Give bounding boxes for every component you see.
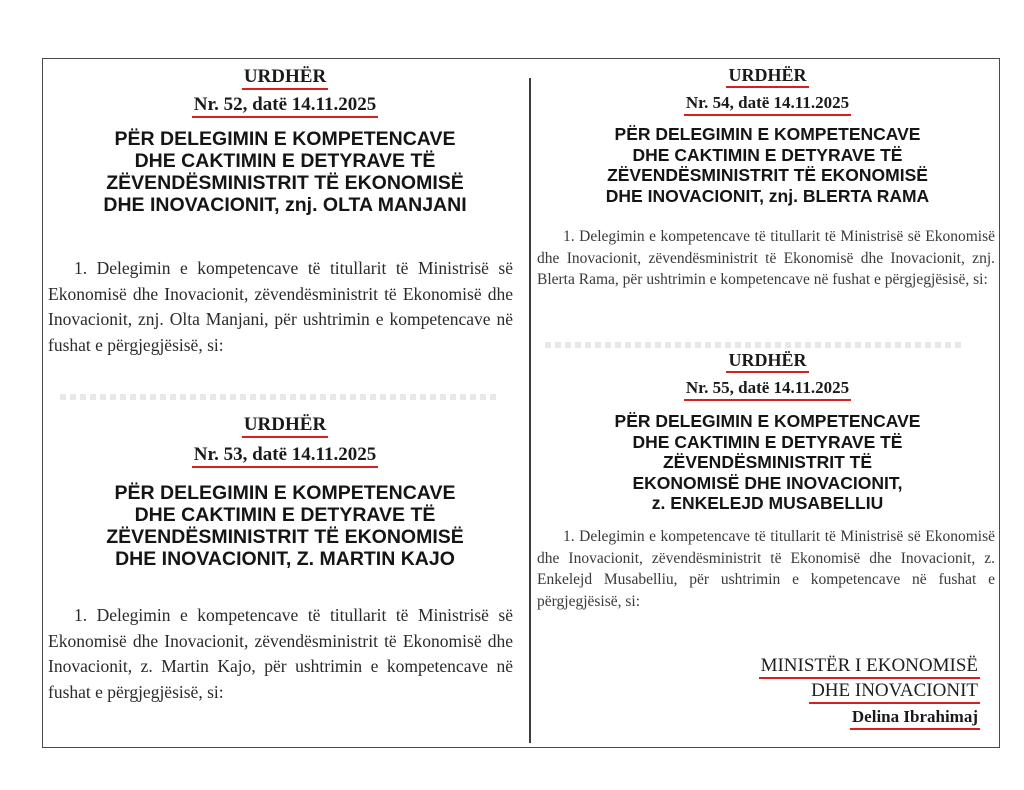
faded-text-line (60, 394, 500, 400)
order-53-number: Nr. 53, datë 14.11.2025 (192, 444, 378, 468)
order-54-body: 1. Delegimin e kompetencave të titullarit të Ministrisë së Ekonomisë dhe Inovacionit, zëvendësministrit të Ekonomisë dhe Inovacionit, znj. Blerta Rama, për ushtrimin e kompetencave në fushat e përgjegjësisë, si: (537, 228, 995, 288)
order-54-header (540, 64, 995, 206)
order-52-title: URDHËR (242, 66, 328, 90)
order-54-title: URDHËR (726, 64, 808, 88)
order-54-heading: PËR DELEGIMIN E KOMPETENCAVE DHE CAKTIMIN E DETYRAVE TË ZËVENDËSMINISTRIT TË EKONOMISË DHE INOVACIONIT, znj. BLERTA RAMA (605, 124, 930, 206)
column-divider (529, 78, 531, 743)
order-52-header (60, 66, 510, 216)
order-53-header (60, 414, 510, 570)
order-55-header (540, 349, 995, 514)
faded-text-line (545, 342, 965, 348)
order-54-number: Nr. 54, datë 14.11.2025 (684, 92, 851, 116)
order-52-body: 1. Delegimin e kompetencave të titullarit të Ministrisë së Ekonomisë dhe Inovacionit, zëvendësministrit të Ekonomisë dhe Inovacionit, znj. Olta Manjani, për ushtrimin e kompetencave në fushat e përgjegjësisë, si: (48, 258, 513, 355)
order-53-body: 1. Delegimin e kompetencave të titullarit të Ministrisë së Ekonomisë dhe Inovacionit, zëvendësministrit të Ekonomisë dhe Inovacionit, z. Martin Kajo, për ushtrimin e kompetencave në fushat e përgjegjësisë, si: (48, 605, 513, 702)
order-55-number: Nr. 55, datë 14.11.2025 (684, 377, 851, 401)
signature-title-2: DHE INOVACIONIT (809, 679, 980, 704)
order-53-title: URDHËR (242, 414, 328, 438)
signature-name: Delina Ibrahimaj (850, 706, 980, 730)
order-52-heading: PËR DELEGIMIN E KOMPETENCAVE DHE CAKTIMIN E DETYRAVE TË ZËVENDËSMINISTRIT TË EKONOMISË DHE INOVACIONIT, znj. OLTA MANJANI (103, 128, 467, 216)
order-55-body: 1. Delegimin e kompetencave të titullarit të Ministrisë së Ekonomisë dhe Inovacionit, zëvendësministrit të Ekonomisë dhe Inovacionit, z. Enkelejd Musabelliu, për ushtrimin e kompetencave në fushat e përgjegjësisë, si: (537, 528, 995, 610)
order-55-heading: PËR DELEGIMIN E KOMPETENCAVE DHE CAKTIMIN E DETYRAVE TË ZËVENDËSMINISTRIT TË EKONOMISË DHE INOVACIONIT, z. ENKELEJD MUSABELLIU (614, 411, 921, 513)
signature-title-1: MINISTËR I EKONOMISË (759, 654, 980, 679)
signature-block (759, 654, 980, 730)
order-53-heading: PËR DELEGIMIN E KOMPETENCAVE DHE CAKTIMIN E DETYRAVE TË ZËVENDËSMINISTRIT TË EKONOMISË DHE INOVACIONIT, Z. MARTIN KAJO (106, 482, 464, 570)
order-52-number: Nr. 52, datë 14.11.2025 (192, 94, 378, 118)
order-55-title: URDHËR (726, 349, 808, 373)
